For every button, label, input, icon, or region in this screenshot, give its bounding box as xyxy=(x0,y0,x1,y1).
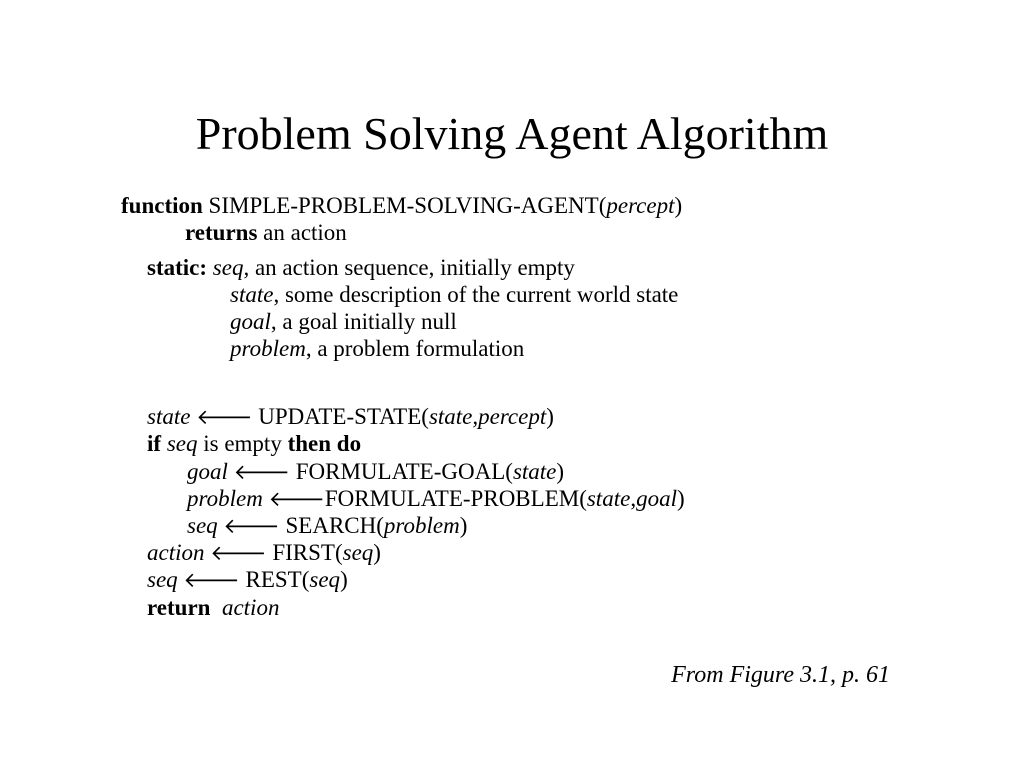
left-arrow-icon: 🡐 xyxy=(196,405,253,429)
assign-target: seq xyxy=(187,513,218,538)
assign-target: problem xyxy=(187,486,263,511)
left-arrow-icon: 🡐 xyxy=(233,460,290,484)
return-value: action xyxy=(221,595,280,620)
static-var-desc: an action sequence, initially empty xyxy=(249,255,575,280)
static-var-name: seq, xyxy=(212,255,250,280)
code-line xyxy=(187,458,564,486)
static-var-name: problem xyxy=(230,336,306,361)
code-line xyxy=(147,566,348,594)
close-paren: ) xyxy=(676,486,685,511)
call-arg: state xyxy=(586,486,631,511)
condition-var: seq xyxy=(166,431,198,456)
left-arrow-icon: 🡐 xyxy=(268,487,325,511)
static-var-desc: , a goal initially null xyxy=(270,309,457,334)
function-call: UPDATE-STATE( xyxy=(258,404,429,429)
static-var-desc: , some description of the current world state xyxy=(273,282,679,307)
slide-title: Problem Solving Agent Algorithm xyxy=(195,108,829,159)
keyword-then-do: then do xyxy=(287,431,362,456)
left-arrow-icon: 🡐 xyxy=(223,514,280,538)
static-var-name: goal xyxy=(230,309,271,334)
function-call: REST( xyxy=(245,567,310,592)
assign-target: goal xyxy=(187,459,228,484)
code-line xyxy=(147,430,361,457)
left-arrow-icon: 🡐 xyxy=(183,568,240,592)
static-line xyxy=(147,254,575,281)
call-arg: seq xyxy=(342,540,374,565)
keyword-return: return xyxy=(147,595,211,620)
keyword-static: static: xyxy=(147,255,208,280)
static-line xyxy=(230,281,678,308)
close-paren: ) xyxy=(373,540,381,565)
code-line xyxy=(187,512,467,540)
assign-target: state xyxy=(147,404,191,429)
code-line xyxy=(147,403,554,431)
function-name: SIMPLE-PROBLEM-SOLVING-AGENT( xyxy=(208,193,607,218)
condition-text: is empty xyxy=(197,431,288,456)
call-arg: goal xyxy=(636,486,677,511)
static-var-name: state xyxy=(230,282,274,307)
call-arg: seq xyxy=(309,567,341,592)
static-var-desc: , a problem formulation xyxy=(305,336,525,361)
function-call: FIRST( xyxy=(272,540,343,565)
keyword-if: if xyxy=(147,431,162,456)
code-line xyxy=(187,485,685,513)
close-paren: ) xyxy=(556,459,565,484)
function-close-paren: ) xyxy=(674,193,683,218)
function-param: percept xyxy=(606,193,675,218)
function-signature xyxy=(121,192,682,219)
source-citation: From Figure 3.1, p. 61 xyxy=(671,662,890,688)
assign-target: action xyxy=(147,540,205,565)
code-line xyxy=(147,594,279,621)
function-call: FORMULATE-GOAL( xyxy=(295,459,513,484)
call-arg: state,percept xyxy=(428,404,547,429)
static-line xyxy=(230,308,457,335)
returns-text: an action xyxy=(257,220,347,245)
arg-separator: , xyxy=(630,486,637,511)
function-call: FORMULATE-PROBLEM( xyxy=(324,486,587,511)
close-paren: ) xyxy=(459,513,468,538)
assign-target: seq xyxy=(147,567,178,592)
call-arg: state xyxy=(512,459,557,484)
keyword-returns: returns xyxy=(185,220,258,245)
left-arrow-icon: 🡐 xyxy=(210,541,267,565)
close-paren: ) xyxy=(340,567,348,592)
code-line xyxy=(147,539,381,567)
returns-line xyxy=(185,219,347,246)
keyword-function: function xyxy=(121,193,203,218)
call-arg: problem xyxy=(383,513,460,538)
static-line xyxy=(230,335,524,362)
function-call: SEARCH( xyxy=(285,513,384,538)
close-paren: ) xyxy=(546,404,554,429)
